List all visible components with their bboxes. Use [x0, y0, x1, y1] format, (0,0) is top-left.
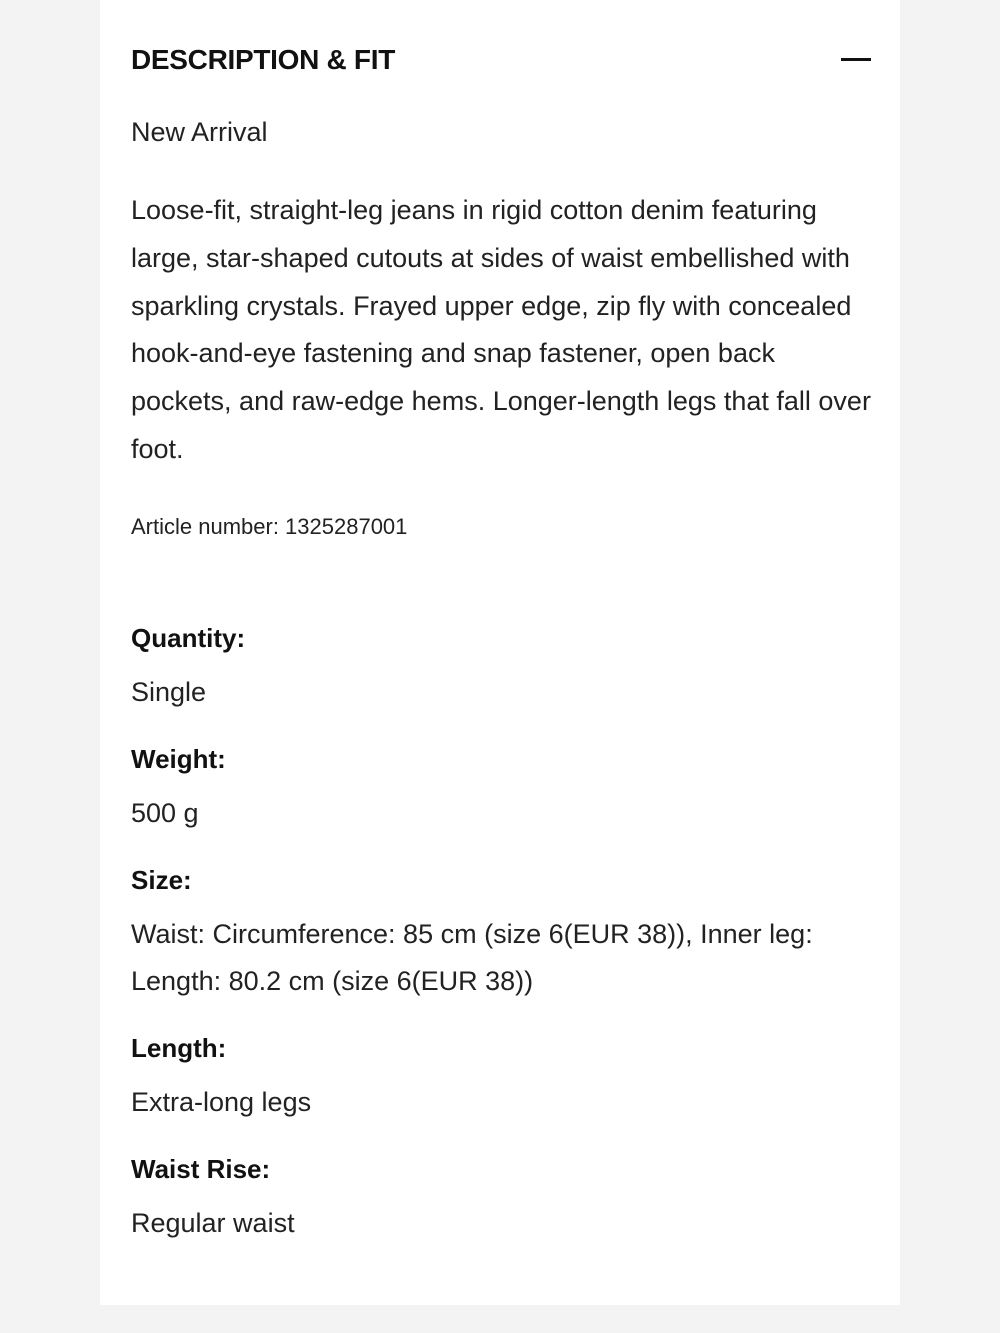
spec-label: Weight:: [131, 743, 226, 774]
spec-value: Extra-long legs: [131, 1086, 312, 1117]
spec-size: [131, 862, 871, 1005]
spec-weight: [131, 741, 871, 837]
product-description: Loose-fit, straight-leg jeans in rigid cotton denim featuring large, star-shaped cutouts at sides of waist embellished with sparkling crystals. Frayed upper edge, zip fly with concealed hook-and-eye fastening and snap fastener, open back pockets, and raw-edge hems. Longer-length legs that fall over foot.: [131, 195, 871, 464]
spec-length: [131, 1030, 871, 1126]
article-number: Article number: 1325287001: [131, 513, 408, 539]
spec-value: 500 g: [131, 797, 199, 828]
accordion-header[interactable]: [131, 42, 873, 82]
spec-label: Length:: [131, 1032, 227, 1063]
section-title: DESCRIPTION & FIT: [131, 44, 396, 75]
spec-waist-rise: [131, 1151, 871, 1247]
minus-icon: [841, 58, 871, 61]
spec-value: Regular waist: [131, 1207, 295, 1238]
spec-list: [131, 620, 871, 1247]
spec-quantity: [131, 620, 871, 716]
spec-label: Quantity:: [131, 622, 246, 653]
spec-label: Size:: [131, 864, 192, 895]
accordion-content: [131, 110, 871, 1247]
spec-value: Single: [131, 676, 207, 707]
spec-label: Waist Rise:: [131, 1153, 271, 1184]
collapse-button[interactable]: [833, 42, 873, 82]
description-fit-panel: [100, 0, 900, 1305]
spec-value: Waist: Circumference: 85 cm (size 6(EUR 38)), Inner leg: Length: 80.2 cm (size 6(EUR 38)): [131, 918, 813, 996]
new-arrival-tag: New Arrival: [131, 117, 268, 147]
